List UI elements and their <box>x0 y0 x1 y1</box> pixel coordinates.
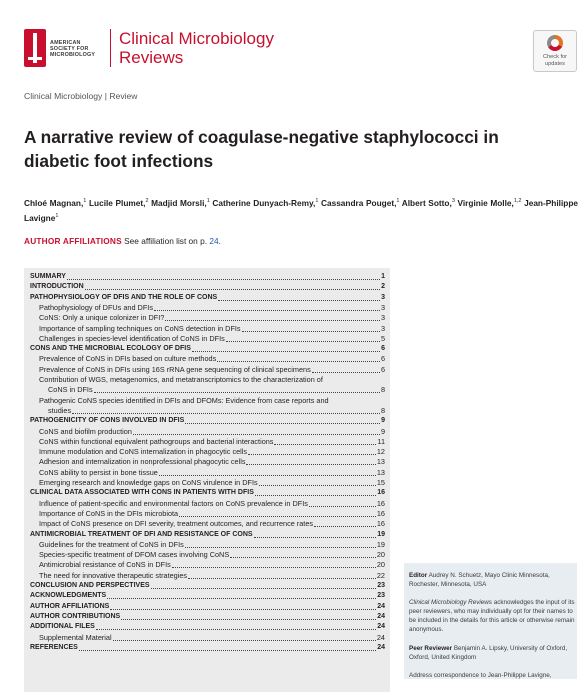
toc-entry[interactable]: Guidelines for the treatment of CoNS in DFIs 19 <box>39 539 385 549</box>
toc-entry[interactable]: Immune modulation and CoNS internalization in phagocytic cells 12 <box>39 447 385 457</box>
toc-entry[interactable]: Antimicrobial resistance of CoNS in DFIs 20 <box>39 560 385 570</box>
toc-entry[interactable]: Emerging research and knowledge gaps on CoNS virulence in DFIs 15 <box>39 478 385 487</box>
toc-entry[interactable]: CoNS and biofilm production 9 <box>39 426 385 436</box>
toc-entry[interactable]: CONCLUSION AND PERSPECTIVES 23 <box>30 582 385 589</box>
check-for-updates-badge[interactable]: Check for updates <box>533 30 577 72</box>
crossmark-icon <box>547 35 563 51</box>
toc-entry[interactable]: REFERENCES 24 <box>30 643 385 651</box>
toc-entry[interactable]: ACKNOWLEDGMENTS 23 <box>30 592 385 600</box>
article-title: A narrative review of coagulase-negative staphylococci in diabetic foot infections <box>24 127 499 171</box>
author-name[interactable]: Madjid Morsli,$^1$ <box>151 197 210 208</box>
asm-logo[interactable] <box>24 29 102 69</box>
editor-sidebar <box>404 563 577 679</box>
toc-entry[interactable]: CoNS within functional equivalent pathogroups and bacterial interactions 11 <box>39 436 385 446</box>
author-name[interactable]: Cassandra Pouget,$^1$ <box>320 197 400 208</box>
toc-entry[interactable]: AUTHOR AFFILIATIONS 24 <box>30 602 385 610</box>
table-of-contents <box>24 268 390 692</box>
toc-entry[interactable]: Importance of sampling techniques on CoNS detection in DFIs 3 <box>39 323 385 333</box>
author-affiliations-note: AUTHOR AFFILIATIONS See affiliation list on p. 24. <box>24 236 221 246</box>
toc-entry[interactable]: PATHOGENICITY OF CONS INVOLVED IN DFIS 9 <box>30 417 385 425</box>
toc-entry[interactable]: SUMMARY 1 <box>30 273 385 280</box>
journal-name[interactable]: Clinical Microbiology Reviews <box>119 29 274 67</box>
society-name: AMERICAN SOCIETY FOR MICROBIOLOGY <box>50 40 96 59</box>
toc-entry[interactable]: AUTHOR CONTRIBUTIONS 24 <box>30 612 385 620</box>
reviewer-acknowledgment: Clinical Microbiology Reviews acknowledges the input of its peer reviewers, who may individually opt for their names to be included in the details for this article or otherwise remain anonymous. <box>409 599 575 633</box>
toc-entry[interactable]: Influence of patient-specific and environmental factors on CoNS prevalence in DFIs 16 <box>39 498 385 508</box>
author-name[interactable]: Lucile Plumet,$^2$ <box>88 197 149 208</box>
author-name[interactable]: Chloé Magnan,$^1$ <box>24 197 87 208</box>
page-header <box>0 0 587 80</box>
toc-entry[interactable]: CONS AND THE MICROBIAL ECOLOGY OF DFIS 6 <box>30 345 385 353</box>
author-list <box>24 195 578 225</box>
toc-entry[interactable]: ANTIMICROBIAL TREATMENT OF DFI AND RESISTANCE OF CONS 19 <box>30 530 385 538</box>
author-name[interactable]: Albert Sotto,$^3$ <box>401 197 455 208</box>
toc-entry[interactable]: Species-specific treatment of DFOM cases involving CoNS 20 <box>39 550 385 560</box>
toc-entry[interactable]: Pathophysiology of DFUs and DFIs 3 <box>39 302 385 312</box>
toc-entry[interactable]: Contribution of WGS, metagenomics, and metatranscriptomics to the characterization of CoNS in DFIs 8 <box>39 375 385 394</box>
affiliations-label: AUTHOR AFFILIATIONS <box>24 236 122 246</box>
asm-torch-icon <box>24 29 46 67</box>
toc-entry[interactable]: ADDITIONAL FILES 24 <box>30 623 385 631</box>
toc-entry[interactable]: INTRODUCTION 2 <box>30 283 385 291</box>
author-name[interactable]: Virginie Molle,$^{1,2}$ <box>457 197 522 208</box>
affiliations-page-link[interactable]: 24 <box>209 236 219 246</box>
toc-entry[interactable]: PATHOPHYSIOLOGY OF DFIS AND THE ROLE OF CONS 3 <box>30 293 385 301</box>
toc-entry[interactable]: Importance of CoNS in the DFIs microbiota 16 <box>39 508 385 518</box>
toc-entry[interactable]: CoNS: Only a unique colonizer in DFI? 3 <box>39 313 385 323</box>
toc-entry[interactable]: Impact of CoNS presence on DFI severity, treatment outcomes, and recurrence rates 16 <box>39 519 385 529</box>
toc-entry[interactable]: Prevalence of CoNS in DFIs based on culture methods 6 <box>39 354 385 364</box>
toc-entry[interactable]: Adhesion and internalization in nonprofessional phagocytic cells 13 <box>39 457 385 467</box>
correspondence-address: Address correspondence to Jean-Philippe Lavigne, <box>409 672 552 679</box>
toc-entry[interactable]: CLINICAL DATA ASSOCIATED WITH CONS IN PATIENTS WITH DFIS 16 <box>30 489 385 497</box>
peer-reviewer-info: Peer Reviewer Benjamin A. Lipsky, University of Oxford, Oxford, United Kingdom <box>409 645 568 661</box>
author-name[interactable]: Catherine Dunyach-Remy,$^1$ <box>212 197 319 208</box>
toc-entry[interactable]: Supplemental Material 24 <box>39 632 385 642</box>
toc-entry[interactable]: The need for innovative therapeutic strategies 22 <box>39 570 385 580</box>
author-name[interactable]: Jean-Philippe Lavigne$^1$ <box>24 197 579 223</box>
toc-entry[interactable]: Pathogenic CoNS species identified in DFIs and DFOMs: Evidence from case reports and studies 8 <box>39 395 385 415</box>
logo-divider <box>110 29 111 67</box>
editor-info: Editor Audrey N. Schuetz, Mayo Clinic Minnesota, Rochester, Minnesota, USA <box>409 572 550 588</box>
toc-entry[interactable]: Challenges in species-level identification of CoNS in DFIs 5 <box>39 333 385 343</box>
toc-entry[interactable]: Prevalence of CoNS in DFIs using 16S rRNA gene sequencing of clinical specimens 6 <box>39 364 385 374</box>
toc-entry[interactable]: CoNS ability to persist in bone tissue 13 <box>39 467 385 477</box>
article-category: Clinical Microbiology | Review <box>24 91 138 101</box>
